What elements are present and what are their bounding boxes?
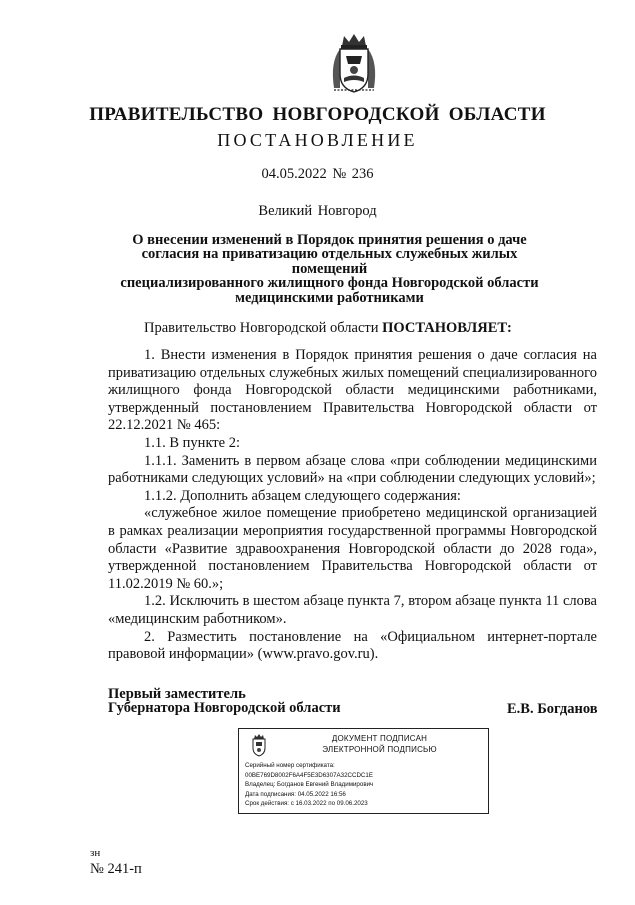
intro-decree-word: ПОСТАНОВЛЯЕТ: bbox=[382, 320, 512, 336]
stamp-details bbox=[245, 761, 484, 809]
document-type: ПОСТАНОВЛЕНИЕ bbox=[217, 130, 418, 150]
government-title: ПРАВИТЕЛЬСТВО НОВГОРОДСКОЙ ОБЛАСТИ bbox=[89, 104, 546, 125]
paragraph: 1. Внести изменения в Порядок принятия решения о даче согласия на приватизацию отдельных служебных жилых помещений специализированного жилищного фонда Новгородской области медицинскими работниками, утвержденный постановлением Правительства Новгородской области от 22.12.2021 № 465: bbox=[108, 347, 597, 434]
stamp-title-line: ДОКУМЕНТ ПОДПИСАН bbox=[331, 734, 428, 743]
registration-number: № 241-п bbox=[90, 861, 142, 877]
paragraph: 1.1.2. Дополнить абзацем следующего содержания: bbox=[144, 487, 461, 504]
date-and-number: 04.05.2022 № 236 bbox=[261, 166, 374, 182]
paragraph: 2. Разместить постановление на «Официальном интернет-портале правовой информации» (www.pravo.gov.ru). bbox=[108, 628, 597, 663]
intro-text: Правительство Новгородской области bbox=[144, 320, 383, 336]
paragraph: 1.2. Исключить в шестом абзаце пункта 7, втором абзаце пункта 11 слова «медицинским работником». bbox=[108, 593, 597, 627]
certificate-owner: Владелец: Богданов Евгений Владимирович bbox=[245, 781, 374, 789]
electronic-signature-stamp bbox=[238, 728, 489, 814]
paragraph: 1.1. В пункте 2: bbox=[144, 434, 240, 451]
stamp-emblem-icon bbox=[247, 733, 271, 757]
resolution-body bbox=[108, 347, 597, 664]
paragraph: 1.1.1. Заменить в первом абзаце слова «при соблюдении медицинскими работниками следующих условий» на «при соблюдении следующих условий»; bbox=[108, 452, 597, 487]
signer-position-line: Первый заместитель bbox=[108, 686, 246, 702]
resolution-intro bbox=[144, 320, 512, 337]
subject-line: О внесении изменений в Порядок принятия решения о даче bbox=[132, 232, 527, 248]
signer-position-line: Губернатора Новгородской области bbox=[108, 700, 341, 716]
serial-label: Серийный номер сертификата: bbox=[245, 762, 335, 769]
certificate-validity: Срок действия: с 16.03.2022 по 09.06.2023 bbox=[245, 800, 368, 808]
stamp-title-line: ЭЛЕКТРОННОЙ ПОДПИСЬЮ bbox=[322, 745, 437, 754]
signer-name: Е.В. Богданов bbox=[507, 701, 598, 717]
paragraph: «служебное жилое помещение приобретено медицинской организацией в рамках реализации мероприятия государственной программы Новгородской области «Развитие здравоохранения Новгородской области до 2028 года», утвержденной постановлением Правительства Новгородской области от 11.02.2019 № 60.»; bbox=[108, 505, 597, 592]
coat-of-arms-icon bbox=[326, 32, 382, 96]
subject-line: медицинскими работниками bbox=[235, 289, 424, 306]
footer-registration bbox=[90, 845, 142, 877]
stamp-heading bbox=[275, 733, 484, 755]
signer-position bbox=[108, 687, 341, 715]
document-subject bbox=[110, 233, 549, 305]
subject-line: специализированного жилищного фонда Новгородской области bbox=[120, 275, 539, 292]
subject-line: согласия на приватизацию отдельных служебных жилых помещений bbox=[141, 246, 518, 277]
signing-date: Дата подписания: 04.05.2022 16:56 bbox=[245, 790, 346, 798]
city: Великий Новгород bbox=[258, 203, 377, 219]
footer-initials: зн bbox=[90, 847, 101, 859]
serial-number: 00BE769D8002F6A4F5E3D6307A32CCDC1E bbox=[245, 771, 373, 779]
